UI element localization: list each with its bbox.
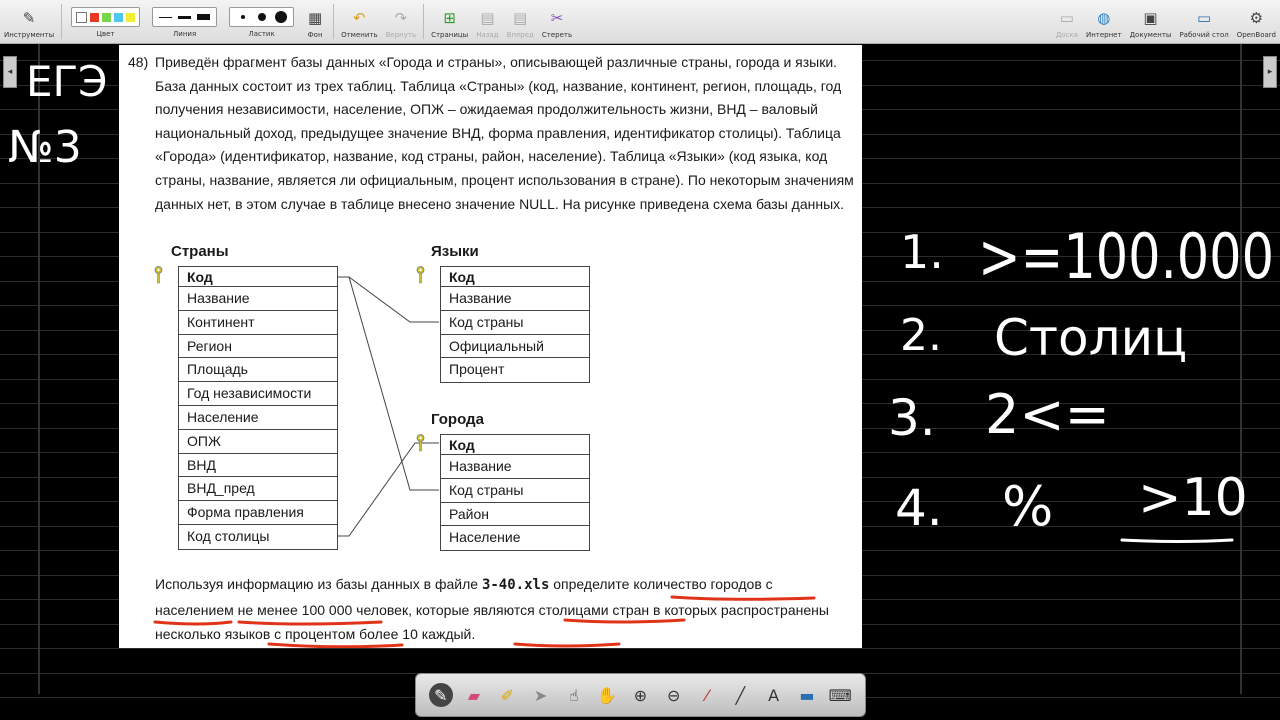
marker-icon: ✐ (500, 685, 514, 705)
question-text: . (471, 626, 476, 642)
selector-icon: ➤ (533, 685, 548, 705)
desktop-icon: ▭ (1196, 9, 1212, 27)
keyboard-tool-button[interactable] (828, 683, 852, 707)
chevron-right-icon: ▸ (1267, 67, 1273, 77)
play-tool-button[interactable] (562, 683, 586, 707)
pen-icon: ✎ (22, 9, 36, 27)
color-palette: Цвет (65, 0, 146, 43)
question-text: с (761, 576, 773, 592)
undo-icon: ↶ (353, 9, 366, 27)
add-page-icon: ⊞ (443, 9, 456, 27)
redo-button[interactable]: ↷ Вернуть (385, 9, 417, 39)
line-width-group: Линия (146, 0, 223, 43)
languages-field: Название (441, 287, 589, 311)
file-name: 3-40.xls (481, 577, 550, 593)
line-icon: ╱ (735, 685, 746, 705)
countries-field: Форма правления (179, 501, 337, 525)
eraser-size-group: Ластик (223, 0, 300, 43)
countries-field: Название (179, 287, 337, 311)
laser-tool-button[interactable] (695, 683, 719, 707)
play-icon: ☝ (568, 685, 579, 705)
countries-field: Площадь (179, 358, 337, 382)
pages-button[interactable]: ⊞ Страницы (431, 9, 469, 39)
desktop-button[interactable]: ▭ Рабочий стол (1179, 9, 1229, 39)
drawing-tools-bar (415, 673, 866, 717)
erase-page-icon: ✂ (550, 9, 564, 27)
cities-table-title: Города (431, 411, 484, 428)
question-number: 48) (128, 54, 149, 70)
hand-icon: ✋ (597, 685, 618, 705)
capture-tool-button[interactable] (795, 683, 819, 707)
back-button[interactable]: ▤ Назад (476, 9, 499, 39)
handwritten-answer: % (1002, 475, 1054, 538)
underlined-phrase: несколько языков (155, 626, 271, 642)
cities-field: Население (449, 529, 521, 546)
marker-tool-button[interactable] (495, 683, 519, 707)
zoom-in-tool-button[interactable] (628, 683, 652, 707)
laser-icon: ⁄ (705, 685, 709, 705)
cities-field: Код страны (441, 479, 589, 503)
handwritten-answer: Столиц (994, 309, 1188, 367)
handwritten-item-number: 1. (900, 225, 944, 279)
tools-button[interactable]: ✎ Инструменты (4, 9, 55, 39)
internet-button[interactable]: ◍ Интернет (1085, 9, 1122, 39)
undo-button[interactable]: ↶ Отменить (341, 9, 378, 39)
question-text: с процентом (270, 626, 360, 642)
text-icon: A (768, 685, 780, 705)
handwritten-item-number: 4. (895, 479, 943, 537)
countries-table-title: Страны (171, 243, 229, 260)
countries-field: ОПЖ (179, 430, 337, 454)
zoom-out-tool-button[interactable] (662, 683, 686, 707)
page-back-icon: ▤ (480, 9, 495, 27)
pen-icon: ✎ (433, 685, 448, 705)
underlined-phrase: количество городов (633, 576, 762, 592)
pen-tool-button[interactable] (429, 683, 453, 707)
underlined-phrase: населением (155, 601, 234, 618)
board-button[interactable]: ▭ Доска (1055, 9, 1078, 39)
keyboard-icon: ⌨ (828, 685, 852, 705)
languages-field: Код (441, 267, 589, 287)
task-description: Приведён фрагмент базы данных «Города и страны», описывающей различные страны, города и языки. База данных состоит из трех таблиц. Таблица «Страны» (код, название, континент, регион, площадь, год получения независимости, население, ОПЖ – ожидаемая продолжительность жизни, ВНД – валовый национальный доход, предыдущее значение ВНД, форма правления, идентификатор столицы). Таблица «Города» (идентификатор, название, код страны, район, население). Таблица «Языки» (код языка, код страны, название, является ли официальным, процент использования в стране). По некоторым значениям данных нет, в этом случае в таблице внесено значение NULL. На рисунке приведена схема базы данных. (155, 54, 854, 212)
background-button[interactable]: ▦ Фон (300, 0, 330, 43)
handwritten-exam-title: ЕГЭ (26, 57, 108, 106)
question-text: человек, которые являются (352, 601, 539, 618)
eraser-icon: ▰ (467, 685, 481, 705)
languages-field: Код страны (441, 311, 589, 335)
forward-button[interactable]: ▤ Вперед (506, 9, 534, 39)
languages-table-title: Языки (431, 243, 479, 260)
question-text: определите (549, 576, 634, 592)
countries-field: Код (179, 267, 337, 287)
countries-field: Год независимости (179, 382, 337, 406)
handwritten-item-number: 2. (900, 310, 942, 361)
page-forward-icon: ▤ (513, 9, 528, 27)
selector-tool-button[interactable] (529, 683, 553, 707)
languages-field: Официальный (441, 335, 589, 359)
text-tool-button[interactable] (762, 683, 786, 707)
countries-field: Код столицы (187, 527, 270, 544)
cities-field: Район (441, 503, 589, 527)
zoom-out-icon: ⊖ (667, 685, 681, 705)
handwritten-answer: >=100.000 (978, 220, 1274, 293)
underlined-phrase: более 10 каждый (359, 626, 472, 642)
erase-button[interactable]: ✂ Стереть (541, 9, 573, 39)
handwritten-answer: >10 (1138, 468, 1248, 528)
zoom-in-icon: ⊕ (633, 685, 648, 705)
handwritten-task-number: №3 (8, 122, 82, 173)
capture-icon: ▬ (799, 685, 815, 705)
settings-icon: ⚙ (1249, 9, 1264, 27)
redo-icon: ↷ (394, 9, 408, 27)
question-text: Используя информацию из базы данных в файле (155, 576, 482, 592)
countries-field: Континент (179, 311, 337, 335)
underlined-phrase: не менее 100 000 (237, 601, 353, 618)
handwritten-answer: 2<= (985, 383, 1110, 446)
countries-field: ВНД (179, 454, 337, 478)
question-text: в которых распространены (649, 601, 829, 618)
eraser-tool-button[interactable] (462, 683, 486, 707)
handwritten-underline (1122, 540, 1232, 542)
line-tool-button[interactable] (728, 683, 752, 707)
countries-field: Население (179, 406, 337, 430)
cities-field: Название (441, 455, 589, 479)
hand-tool-button[interactable] (595, 683, 619, 707)
globe-icon: ◍ (1097, 9, 1111, 27)
underlined-phrase: столицами стран (538, 601, 650, 618)
chevron-left-icon: ◂ (7, 67, 13, 77)
languages-field: Процент (449, 361, 505, 378)
board-icon: ▭ (1059, 9, 1074, 27)
handwritten-item-number: 3. (888, 389, 936, 447)
countries-field: Регион (179, 335, 337, 359)
openboard-menu-button[interactable]: ⚙ OpenBoard (1236, 9, 1276, 39)
countries-field: ВНД_пред (179, 477, 337, 501)
folder-icon: ▣ (1143, 9, 1158, 27)
documents-button[interactable]: ▣ Документы (1129, 9, 1172, 39)
background-grid-icon: ▦ (308, 9, 323, 27)
cities-field: Код (441, 435, 589, 455)
